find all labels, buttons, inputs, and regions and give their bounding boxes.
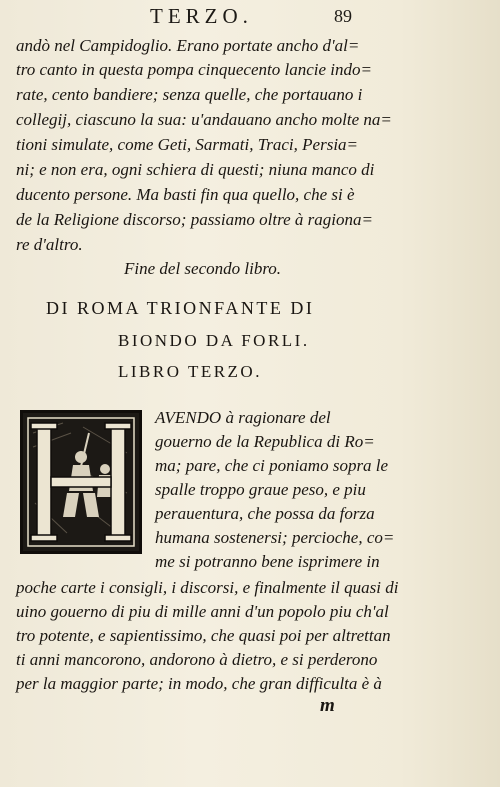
page-header — [0, 4, 500, 30]
text-line: ducento persone. Ma basti fin qua quello, che si è — [16, 185, 355, 204]
text-line: collegij, ciascuno la sua: u'andauano ancho molte na= — [16, 110, 392, 129]
book-heading-line-1: DI ROMA TRIONFANTE DI — [46, 298, 315, 318]
text-line: tioni simulate, come Geti, Sarmati, Traci, Persia= — [16, 135, 359, 154]
text-line: perauentura, che possa da forza — [155, 504, 375, 523]
text-line: spalle troppo graue peso, e piu — [155, 480, 366, 499]
running-title: TERZO. — [150, 4, 253, 28]
text-line: ti anni mancorono, andorono à dietro, e si perderono — [16, 650, 378, 669]
text-line: poche carte i consigli, i discorsi, e finalmente il quasi di — [16, 578, 399, 597]
page-number: 89 — [334, 6, 352, 26]
text-line: re d'altro. — [16, 235, 83, 254]
text-line: ma; pare, che ci poniamo sopra le — [155, 456, 389, 475]
text-line: de la Religione discorso; passiamo oltre à ragiona= — [16, 210, 373, 229]
text-line: uino gouerno di piu di mille anni d'un popolo piu ch'al — [16, 602, 389, 621]
text-line: me si potranno bene isprimere in — [155, 552, 380, 571]
signature-mark: m — [320, 695, 335, 716]
book-heading-line-3: LIBRO TERZO. — [118, 362, 262, 381]
text-line: andò nel Campidoglio. Erano portate ancho d'al= — [16, 36, 360, 55]
text-line: per la maggior parte; in modo, che gran difficulta è à — [16, 674, 382, 693]
book-heading-line-2: BIONDO DA FORLI. — [118, 331, 310, 350]
text-line: humana sostenersi; percioche, co= — [155, 528, 395, 547]
end-of-book-line: Fine del secondo libro. — [124, 259, 282, 278]
text-line: tro canto in questa pompa cinquecento lancie indo= — [16, 60, 372, 79]
text-line: AVENDO à ragionare del — [155, 408, 331, 427]
text-line: rate, cento bandiere; senza quelle, che portauano i — [16, 85, 363, 104]
text-line: tro potente, e sapientissimo, che quasi poi per altrettan — [16, 626, 391, 645]
decorated-initial-h-icon — [20, 410, 142, 554]
text-line: gouerno de la Republica di Ro= — [155, 432, 375, 451]
text-line: ni; e non era, ogni schiera di questi; niuna manco di — [16, 160, 375, 179]
